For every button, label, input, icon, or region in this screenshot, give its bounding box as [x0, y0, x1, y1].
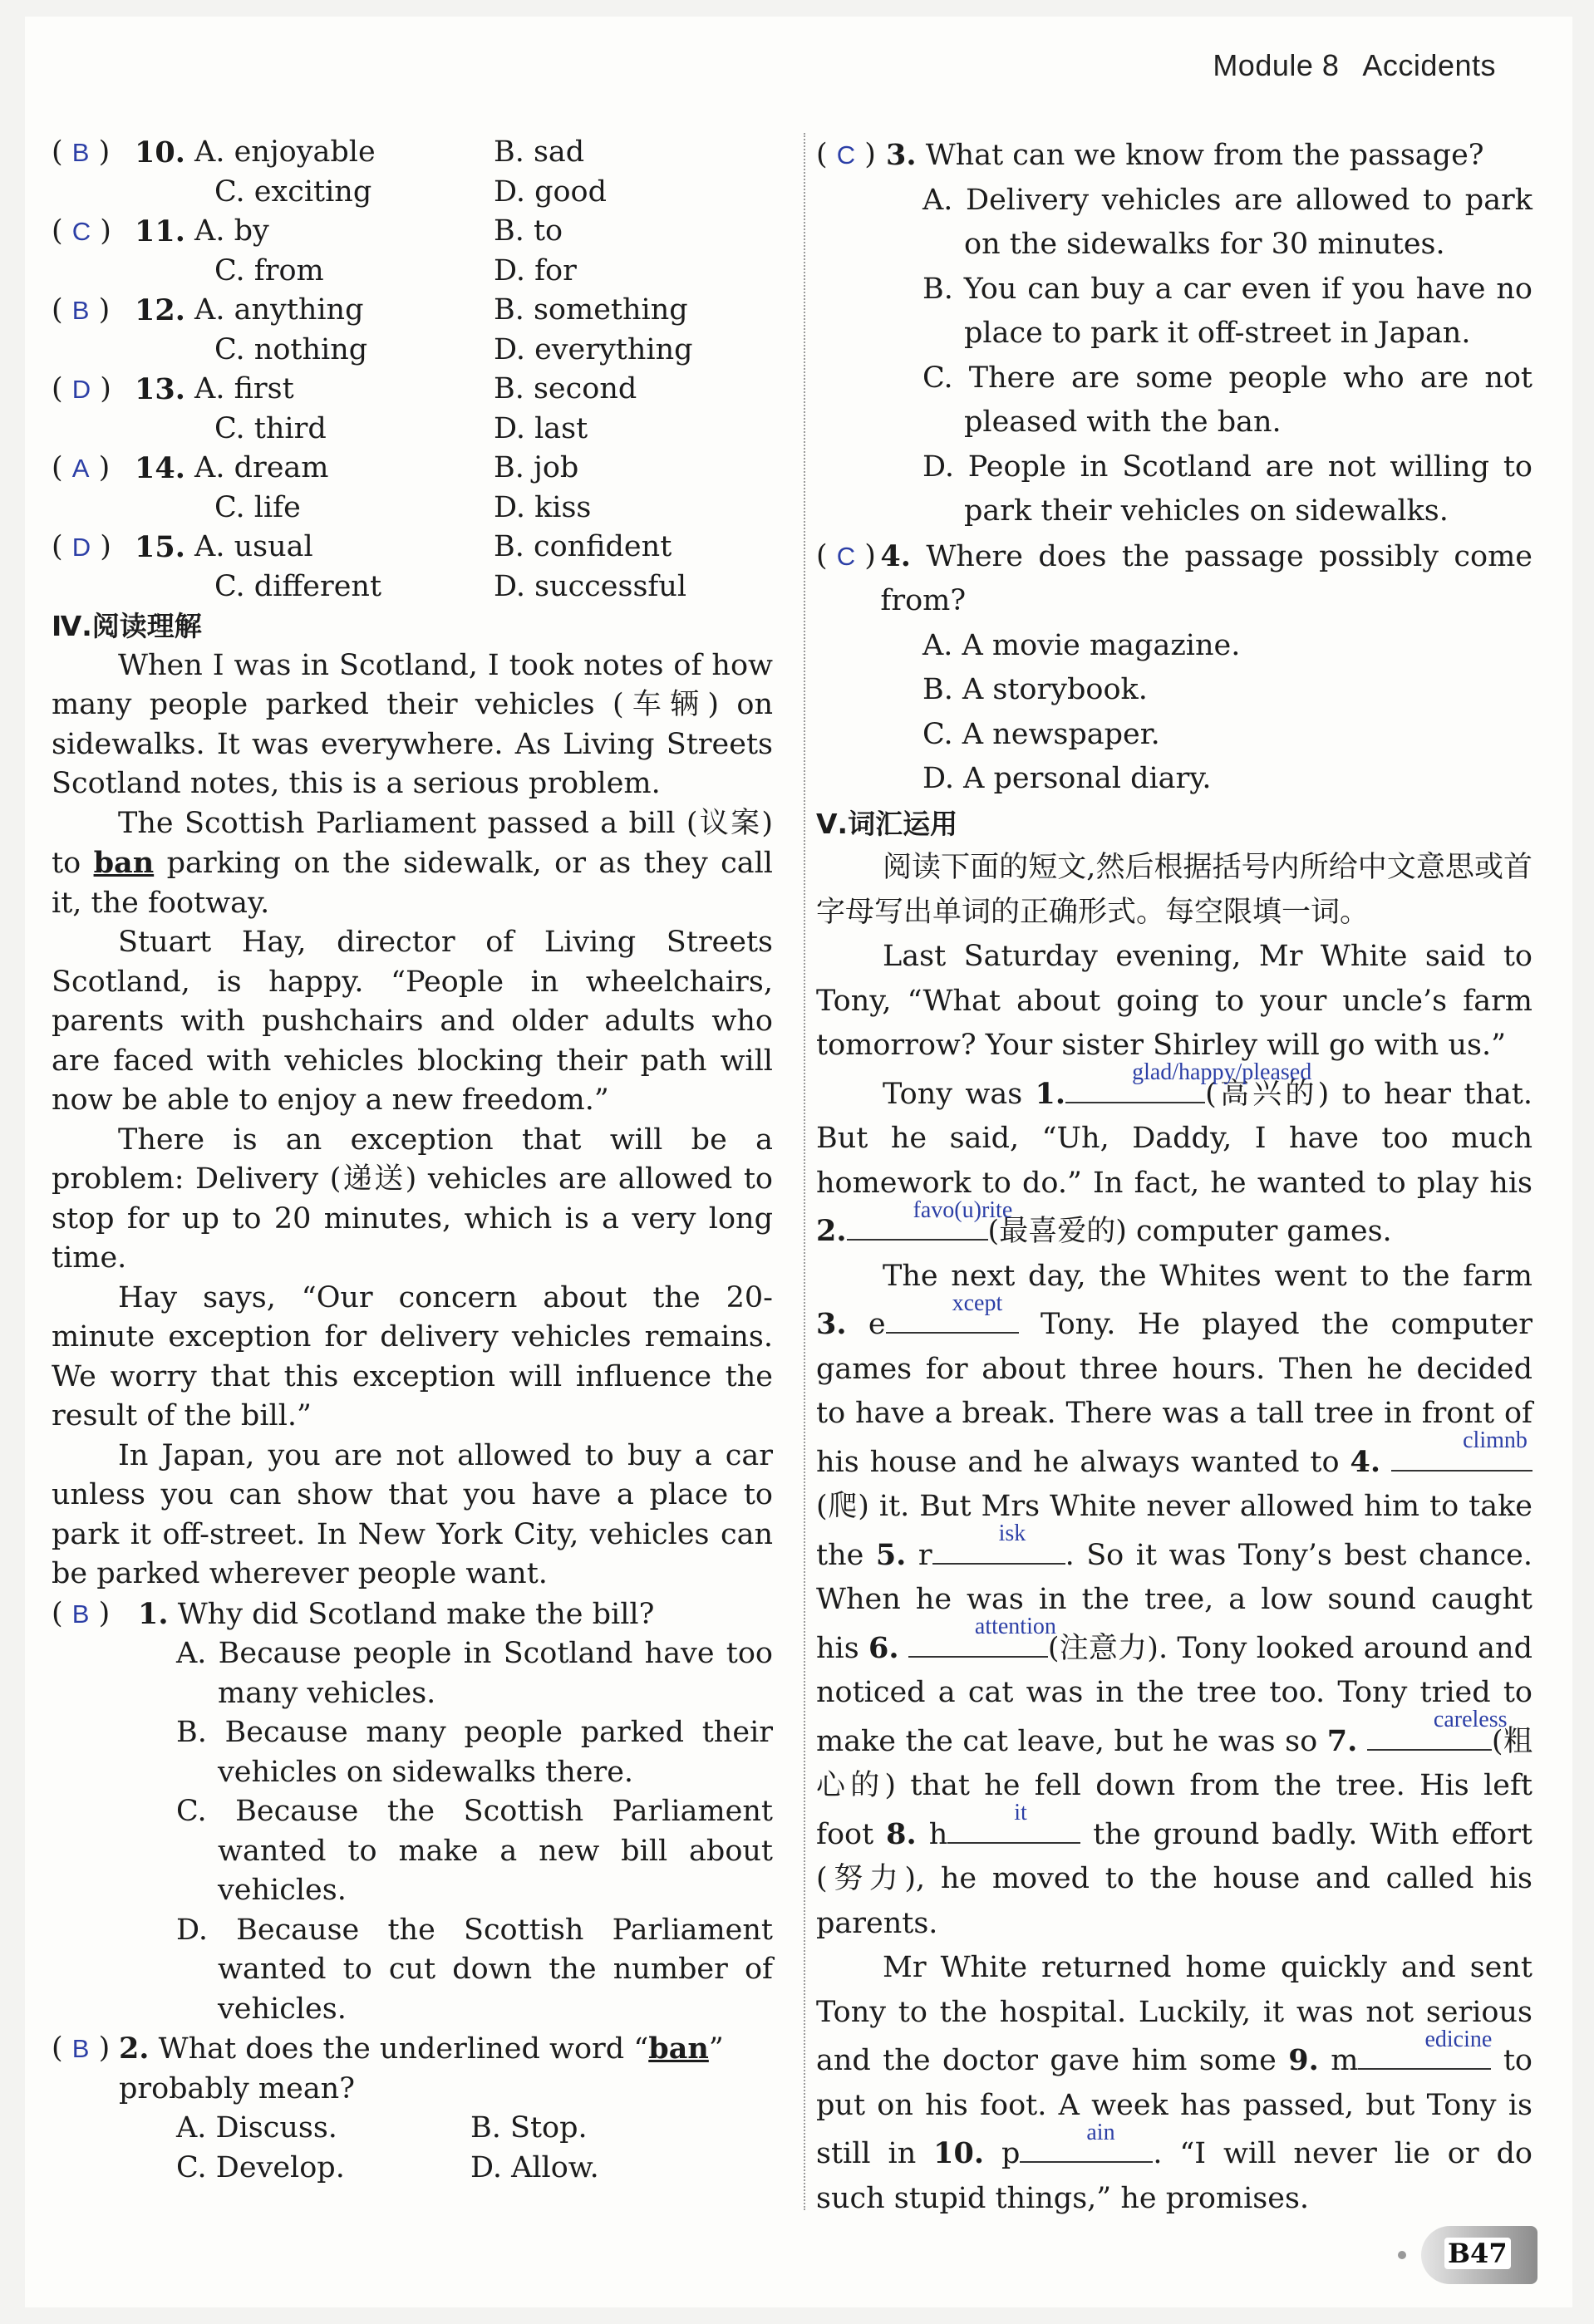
vocab-paragraph: [816, 1059, 1533, 1255]
cloze-stem: [52, 528, 494, 567]
paragraph-text: parking on the sidewalk, or as they call it, the footway.: [52, 847, 773, 920]
option: B. Because many people parked their vehicles on sidewalks there.: [176, 1716, 773, 1789]
option-b: B. confident: [494, 530, 672, 563]
reading-paragraph: There is an exception that will be a problem: Delivery (递送) vehicles are allowed to stop for up to 20 minutes, which is a very long time.: [52, 1123, 773, 1275]
answer-mark: B: [71, 2034, 90, 2063]
cloze-question: [52, 528, 773, 567]
right-column: [816, 133, 1533, 2221]
question-text: Why did Scotland make the bill?: [177, 1597, 655, 1631]
cloze-options: [52, 173, 773, 213]
cloze-options: [52, 252, 773, 292]
cloze-line: [52, 133, 376, 173]
decorative-dot: [1398, 2251, 1406, 2259]
answer-mark: C: [836, 541, 856, 571]
question-dot: .: [175, 451, 185, 485]
reading-paragraph: When I was in Scotland, I took notes of how many people parked their vehicles (车辆) on sidewalks. It was everywhere. As Living Streets Scotland notes, this is a serious problem.: [52, 648, 773, 800]
cloze-stem: [52, 370, 494, 410]
question-dot: .: [175, 372, 185, 406]
options-q2: [52, 2149, 773, 2189]
cloze-options: [52, 567, 773, 607]
question-number: 4.: [880, 538, 911, 573]
cloze-question-list: [52, 133, 773, 607]
paragraph-text: . “I will never lie or do such stupid things,” he promises.: [816, 2137, 1533, 2215]
cloze-question: [52, 291, 773, 331]
answer-mark: B: [71, 138, 90, 167]
option-c: C. life: [214, 490, 301, 524]
option-a: A. usual: [194, 530, 313, 563]
paragraph-text: The Scottish Parliament passed a bill (议案) to: [52, 806, 773, 880]
module-label: Module 8: [1213, 48, 1340, 82]
blank-9[interactable]: [1358, 2026, 1493, 2070]
option-a: A. dream: [194, 451, 329, 484]
filled-answer: ain: [1086, 2119, 1115, 2145]
option-d: D. kiss: [494, 490, 592, 524]
answer-mark: C: [836, 140, 856, 170]
option: B. You can buy a car even if you have no place to park it off-street in Japan.: [922, 272, 1533, 350]
option: C. A newspaper.: [922, 717, 1160, 751]
option: C. Because the Scottish Parliament wanted to make a new bill about vehicles.: [176, 1795, 773, 1907]
paragraph-text: to put on his foot. A week has passed, but Tony is still in: [816, 2044, 1533, 2170]
question-text: Where does the passage possibly come from?: [880, 539, 1533, 617]
option-d: D. successful: [494, 569, 687, 603]
filled-answer: favo(u)rite: [913, 1196, 1013, 1223]
option: D. A personal diary.: [922, 762, 1212, 795]
cloze-options: [52, 489, 773, 528]
reading-question-4: [816, 534, 1533, 624]
cloze-line: [52, 291, 364, 331]
filled-answer: isk: [998, 1521, 1026, 1546]
underlined-word: ban: [93, 846, 155, 880]
option: C. There are some people who are not pleased with the ban.: [922, 361, 1533, 439]
paragraph-text: Tony. He played the computer games for about three hours. Then he decided to have a break. There was a tall tree in front of his house and he always wanted to: [816, 1308, 1533, 1479]
reading-paragraph: In Japan, you are not allowed to buy a car unless you can show that you have a place to park it off-street. In New York City, vehicles can be parked wherever people want.: [52, 1438, 773, 1590]
blank-number: 6.: [868, 1630, 899, 1665]
question-number: 13: [135, 372, 175, 406]
question-dot: .: [175, 530, 185, 564]
paragraph-text: Tony was: [883, 1077, 1036, 1111]
paragraph-text: (爬) it. But Mrs White never allowed him to take the: [816, 1490, 1533, 1572]
question-number: 11: [135, 214, 175, 248]
reading-question-2: [52, 2029, 773, 2109]
cloze-stem: [52, 212, 494, 252]
option: B. Stop.: [470, 2111, 588, 2145]
answer-bracket: ( B ): [52, 1596, 111, 1630]
reading-paragraph: Hay says, “Our concern about the 20-minute exception for delivery vehicles remains. We worry that this exception will influence the result of the bill.”: [52, 1280, 773, 1432]
reading-question-3: [816, 133, 1533, 179]
reading-question-1: [52, 1594, 773, 1635]
answer-bracket: ( C ): [816, 138, 876, 171]
cloze-question: [52, 212, 773, 252]
option-d: D. everything: [494, 332, 693, 366]
filled-answer: glad/happy/pleased: [1132, 1059, 1312, 1085]
option-c: C. different: [214, 569, 382, 603]
blank-number: 3.: [816, 1307, 847, 1341]
option-b: B. second: [494, 372, 637, 405]
paragraph-text: (粗心的) that he fell down from the tree. His left foot: [816, 1724, 1533, 1851]
cloze-line: [52, 370, 294, 410]
option: D. Allow.: [470, 2150, 599, 2184]
answer-bracket: ( B ): [52, 2032, 111, 2065]
answer-mark: D: [71, 375, 91, 404]
blank-number: 7.: [1326, 1723, 1358, 1758]
vocab-paragraph: [816, 1255, 1533, 1947]
option-b: B. sad: [494, 135, 585, 169]
module-title: Accidents: [1362, 48, 1496, 82]
paragraph-text: Mr White returned home quickly and sent Tony to the hospital. Luckily, it was not serious and the doctor gave him some: [816, 1951, 1533, 2077]
paragraph-text: the ground badly. With effort (努力), he moved to the house and called his parents.: [816, 1817, 1533, 1940]
options-q4: [816, 624, 1533, 802]
option: A. Delivery vehicles are allowed to park on the sidewalks for 30 minutes.: [922, 183, 1533, 261]
answer-bracket: ( C ): [816, 538, 876, 572]
filled-answer: it: [1014, 1800, 1027, 1825]
answer-mark: B: [71, 296, 90, 325]
option: A. Because people in Scotland have too many vehicles.: [176, 1637, 773, 1710]
filled-answer: attention: [974, 1614, 1056, 1639]
instructions: 阅读下面的短文,然后根据括号内所给中文意思或首字母写出单词的正确形式。每空限填一词。: [816, 851, 1533, 929]
blank-6[interactable]: [908, 1614, 1056, 1658]
question-stem: [877, 534, 1533, 624]
cloze-question: [52, 370, 773, 410]
option: A. Discuss.: [176, 2111, 337, 2145]
answer-bracket: ( B ): [52, 135, 111, 169]
blank-2[interactable]: [847, 1196, 1013, 1241]
vocab-paragraph: [816, 1946, 1533, 2221]
answer-mark: B: [71, 1599, 90, 1629]
paragraph-text: (最喜爱的) computer games.: [987, 1215, 1392, 1248]
question-text: What can we know from the passage?: [925, 139, 1484, 172]
section-heading-vocab: Ⅴ.词汇运用: [816, 807, 958, 840]
page-number: B47: [1444, 2238, 1511, 2269]
option-d: D. for: [494, 253, 577, 287]
option-b: B. job: [494, 451, 579, 484]
question-dot: .: [175, 135, 185, 170]
option-c: C. third: [214, 411, 327, 445]
question-dot: .: [175, 293, 185, 327]
option-a: A. first: [194, 372, 294, 405]
answer-mark: D: [71, 533, 91, 562]
column-divider: [804, 133, 805, 2210]
initial-letter: h: [928, 1817, 948, 1851]
cloze-question: [52, 133, 773, 173]
blank-3[interactable]: [886, 1290, 1019, 1334]
paragraph-text: . So it was Tony’s best chance. When he was in the tree, a low sound caught his: [816, 1538, 1533, 1665]
cloze-question: [52, 449, 773, 489]
section-heading-reading: Ⅳ.阅读理解: [52, 610, 202, 642]
question-stem: [116, 2029, 773, 2109]
question-number: 2.: [118, 2032, 150, 2066]
paragraph-text: The next day, the Whites went to the farm: [883, 1259, 1533, 1293]
option-a: A. anything: [194, 293, 364, 327]
option: D. Because the Scottish Parliament wanted to cut down the number of vehicles.: [176, 1913, 773, 2026]
option-d: D. good: [494, 174, 608, 209]
question-number: 14: [135, 451, 175, 485]
option-a: A. enjoyable: [194, 135, 376, 169]
blank-4[interactable]: [1391, 1427, 1533, 1472]
blank-5[interactable]: [932, 1521, 1065, 1565]
answer-bracket: ( A ): [52, 451, 111, 484]
question-dot: .: [175, 214, 185, 248]
option-a: A. by: [194, 214, 269, 248]
option-c: C. nothing: [214, 332, 368, 366]
option: B. A storybook.: [922, 673, 1148, 706]
question-number: 1.: [138, 1596, 169, 1631]
cloze-stem: [52, 291, 494, 331]
cloze-line: [52, 528, 313, 567]
blank-1[interactable]: [1065, 1059, 1312, 1103]
option-c: C. exciting: [214, 174, 372, 209]
option: D. People in Scotland are not willing to park their vehicles on sidewalks.: [922, 450, 1533, 528]
cloze-line: [52, 212, 269, 252]
cloze-options: [52, 331, 773, 371]
initial-letter: p: [1001, 2137, 1021, 2170]
question-text: ” probably mean?: [118, 2032, 724, 2105]
blank-number: 9.: [1288, 2043, 1319, 2077]
answer-mark: A: [71, 454, 90, 483]
option-c: C. from: [214, 253, 324, 287]
question-stem: [883, 133, 1484, 179]
cloze-options: [52, 410, 773, 450]
answer-bracket: ( B ): [52, 293, 111, 327]
answer-bracket: ( C ): [52, 214, 111, 248]
question-number: 12: [135, 293, 175, 327]
blank-number: 2.: [816, 1214, 847, 1248]
blank-number: 8.: [886, 1816, 917, 1851]
answer-bracket: ( D ): [52, 530, 111, 563]
cloze-stem: [52, 449, 494, 489]
filled-answer: xcept: [952, 1290, 1003, 1316]
initial-letter: e: [868, 1308, 886, 1341]
vocab-paragraph: Last Saturday evening, Mr White said to Tony, “What about going to your uncle’s farm tomorrow? Your sister Shirley will go with us.”: [816, 940, 1533, 1062]
reading-paragraph: Stuart Hay, director of Living Streets Scotland, is happy. “People in wheelchairs, parents with pushchairs and older adults who are faced with vehicles blocking their path will now be able to enjoy a new freedom.”: [52, 926, 773, 1117]
cloze-line: [52, 449, 328, 489]
answer-bracket: ( D ): [52, 372, 111, 405]
blank-7[interactable]: [1367, 1707, 1508, 1751]
workbook-page: [25, 17, 1572, 2307]
blank-10[interactable]: [1020, 2119, 1153, 2163]
options-q1: [52, 1634, 773, 2029]
filled-answer: careless: [1433, 1707, 1508, 1732]
options-q3: [816, 179, 1533, 534]
filled-answer: climnb: [1463, 1427, 1528, 1453]
reading-paragraph: [52, 804, 773, 924]
left-column: [52, 133, 773, 2188]
initial-letter: m: [1331, 2044, 1359, 2077]
blank-number: 1.: [1035, 1076, 1066, 1111]
option-b: B. something: [494, 293, 688, 327]
question-stem: [135, 1594, 654, 1635]
question-text: What does the underlined word “: [158, 2032, 649, 2066]
option-b: B. to: [494, 214, 563, 248]
question-number: 15: [135, 530, 175, 564]
blank-number: 4.: [1350, 1444, 1381, 1479]
blank-8[interactable]: [947, 1800, 1080, 1844]
initial-letter: r: [918, 1538, 932, 1572]
cloze-stem: [52, 133, 494, 173]
paragraph-text: (注意力). Tony looked around and noticed a cat was in the tree too. Tony tried to make the cat leave, but he was so: [816, 1631, 1533, 1758]
underlined-word: ban: [648, 2032, 709, 2066]
paragraph-text: (高兴的) to hear that. But he said, “Uh, Daddy, I have too much homework to do.” In fact, he wanted to play his: [816, 1077, 1533, 1200]
option: C. Develop.: [176, 2150, 345, 2184]
question-number: 3.: [886, 138, 917, 172]
page-header: [1213, 48, 1496, 83]
page-number-badge: [1421, 2226, 1537, 2284]
answer-mark: C: [71, 217, 91, 246]
option-d: D. last: [494, 411, 588, 445]
options-q2: [52, 2109, 773, 2149]
blank-number: 10.: [933, 2136, 985, 2170]
question-number: 10: [135, 135, 175, 170]
blank-number: 5.: [875, 1537, 907, 1572]
option: A. A movie magazine.: [922, 628, 1241, 662]
filled-answer: edicine: [1424, 2026, 1493, 2052]
